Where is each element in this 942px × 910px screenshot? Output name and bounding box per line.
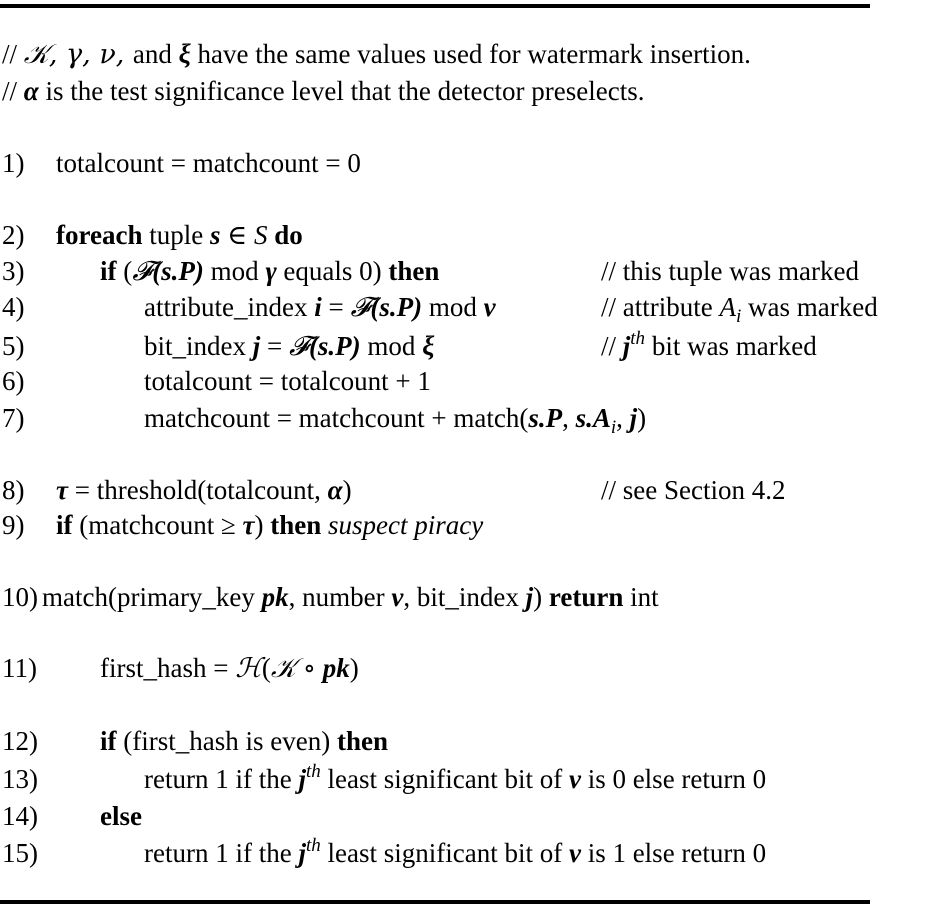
line-text: if (matchcount ≥ τ) then suspect piracy — [56, 510, 484, 540]
line-number: 5) — [2, 331, 25, 361]
comment-line-1: // 𝒦, γ, ν, and ξ have the same values used for watermark insertion. — [2, 39, 751, 70]
line-text: match(primary_key pk, number v, bit_index j) return int — [42, 582, 659, 612]
line-text: else — [100, 801, 142, 831]
line-comment: // this tuple was marked — [601, 256, 859, 286]
line-number: 1) — [2, 148, 25, 178]
line-number: 14) — [2, 801, 38, 831]
line-text: return 1 if the $j^{th}$ least significant bit of v is 0 else return 0 — [144, 761, 767, 794]
line-text: τ = threshold(totalcount, α) — [56, 475, 352, 505]
top-rule — [0, 4, 870, 8]
line-comment: // see Section 4.2 — [601, 475, 786, 505]
line-text: attribute_index i = 𝓕(s.P) mod ν — [144, 292, 496, 323]
line-number: 13) — [2, 764, 38, 794]
line-text: matchcount = matchcount + match(s.P, $s.A_i$, j) — [144, 403, 647, 438]
line-number: 10) — [2, 582, 38, 612]
line-text: if (𝓕(s.P) mod γ equals 0) then — [100, 256, 440, 287]
line-number: 15) — [2, 838, 38, 868]
line-text: foreach tuple s ∈ S do — [56, 220, 303, 250]
line-number: 12) — [2, 726, 38, 756]
line-text: first_hash = ℋ(𝒦 ∘ pk) — [100, 653, 359, 684]
line-number: 2) — [2, 220, 25, 250]
line-comment: // $j^{th}$ bit was marked — [601, 328, 817, 361]
line-text: return 1 if the $j^{th}$ least significant bit of v is 1 else return 0 — [144, 835, 767, 868]
line-number: 9) — [2, 510, 25, 540]
line-text: bit_index j = 𝓕(s.P) mod ξ — [144, 331, 435, 362]
line-comment: // attribute $A_i$ was marked — [601, 292, 878, 327]
line-number: 7) — [2, 403, 25, 433]
line-number: 11) — [2, 653, 37, 683]
line-number: 8) — [2, 475, 25, 505]
line-number: 3) — [2, 256, 25, 286]
comment-line-2: // α is the test significance level that the detector preselects. — [2, 76, 645, 106]
bottom-rule — [0, 900, 870, 904]
line-number: 4) — [2, 292, 25, 322]
line-text: totalcount = matchcount = 0 — [56, 148, 361, 178]
line-number: 6) — [2, 366, 25, 396]
line-text: if (first_hash is even) then — [100, 726, 388, 756]
line-text: totalcount = totalcount + 1 — [144, 366, 431, 396]
